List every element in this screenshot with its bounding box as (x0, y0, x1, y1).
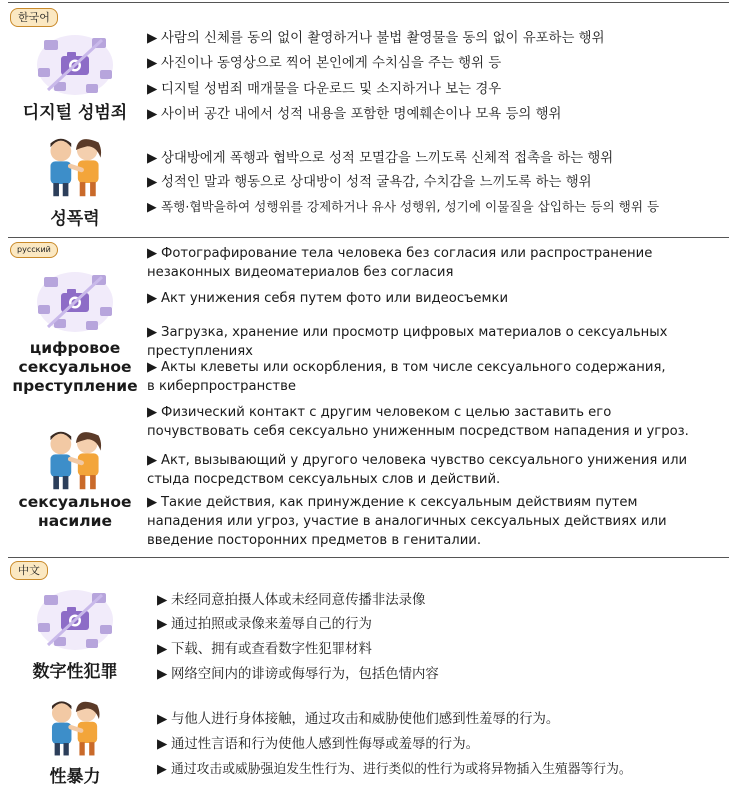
list-item: ▶ 성적인 말과 행동으로 상대방이 성적 굴욕감, 수치감을 느끼도록 하는 행위 (147, 175, 592, 190)
list-item: ▶ 未经同意拍摄人体或未经同意传播非法录像 (157, 593, 426, 608)
list-item: ▶ Акты клеветы или оскорбления, в том числе сексуального содержания, в киберпространстве (147, 360, 666, 394)
bullet-arrow-icon: ▶ (157, 617, 168, 632)
bullet-arrow-icon: ▶ (157, 642, 168, 657)
list-item: ▶ 디지털 성범죄 매개물을 다운로드 및 소지하거나 보는 경우 (147, 82, 502, 97)
harassment-people-icon (30, 427, 120, 493)
bullet-arrow-icon: ▶ (157, 593, 168, 608)
bullet-arrow-icon: ▶ (147, 291, 158, 306)
list-item: ▶ Такие действия, как принуждение к сексуальным действиям путем нападения или угроз, участие в аналогичных сексуальных действиях или введение посторонних предметов в гениталии. (147, 495, 667, 548)
language-tag-russian: русский (10, 242, 58, 258)
list-item: ▶ 网络空间内的诽谤或侮辱行为，包括色情内容 (157, 667, 439, 682)
bullet-arrow-icon: ▶ (147, 175, 158, 190)
bullet-arrow-icon: ▶ (147, 495, 158, 510)
bullet-arrow-icon: ▶ (147, 405, 158, 420)
bullet-arrow-icon: ▶ (147, 199, 157, 214)
language-tag-chinese: 中文 (10, 561, 48, 580)
category-label-sexual-violence: 性暴力 (49, 767, 101, 787)
bullet-arrow-icon: ▶ (147, 82, 158, 97)
section-russian (0, 237, 737, 557)
camera-prohibited-icon (30, 585, 120, 655)
list-item: ▶ Акт, вызывающий у другого человека чувство сексуального унижения или стыда посредством сексуальных слов и действий. (147, 453, 688, 487)
list-item: ▶ Физический контакт с другим человеком с целью заставить его почувствовать себя сексуально униженным посредством нападения и угроз. (147, 405, 689, 439)
category-label-sexual-violence: 성폭력 (50, 209, 100, 229)
category-label-digital-crime: цифровое сексуальное преступление (12, 339, 138, 395)
bullet-arrow-icon: ▶ (147, 246, 158, 261)
bullet-arrow-icon: ▶ (157, 712, 168, 727)
bullet-arrow-icon: ▶ (157, 737, 168, 752)
bullet-arrow-icon: ▶ (147, 151, 158, 166)
camera-prohibited-icon (30, 30, 120, 100)
category-label-digital-crime: 数字性犯罪 (32, 662, 118, 682)
section-korean (0, 0, 737, 237)
section-chinese (0, 557, 737, 792)
list-item: ▶ 通过性言语和行为使他人感到性侮辱或羞辱的行为。 (157, 737, 479, 752)
bullet-arrow-icon: ▶ (147, 31, 158, 46)
bullet-arrow-icon: ▶ (157, 667, 168, 682)
harassment-people-icon (30, 134, 120, 200)
bullet-arrow-icon: ▶ (147, 360, 158, 375)
list-item: ▶ 폭행·협박을하여 성행위를 강제하거나 유사 성행위, 성기에 이물질을 삽입하는 등의 행위 등 (147, 199, 660, 214)
divider (8, 2, 729, 3)
list-item: ▶ 与他人进行身体接触，通过攻击和威胁使他们感到性羞辱的行为。 (157, 712, 560, 727)
language-tag-korean: 한국어 (10, 8, 58, 27)
bullet-arrow-icon: ▶ (147, 453, 158, 468)
category-label-digital-crime: 디지털 성범죄 (22, 103, 128, 123)
list-item: ▶ 사람의 신체를 동의 없이 촬영하거나 불법 촬영물을 동의 없이 유포하는 행위 (147, 31, 605, 46)
list-item: ▶ Загрузка, хранение или просмотр цифровых материалов о сексуальных преступлениях (147, 325, 668, 359)
harassment-people-icon (30, 697, 120, 759)
list-item: ▶ 下载、拥有或查看数字性犯罪材料 (157, 642, 372, 657)
list-item: ▶ 通过攻击或威胁强迫发生性行为、进行类似的性行为或将异物插入生殖器等行为。 (157, 762, 632, 777)
list-item: ▶ Фотографирование тела человека без согласия или распространение незаконных видеоматериалов без согласия (147, 246, 653, 280)
list-item: ▶ 사이버 공간 내에서 성적 내용을 포함한 명예훼손이나 모욕 등의 행위 (147, 107, 562, 122)
camera-prohibited-icon (30, 267, 120, 337)
bullet-arrow-icon: ▶ (147, 325, 158, 340)
list-item: ▶ 사진이나 동영상으로 찍어 본인에게 수치심을 주는 행위 등 (147, 56, 502, 71)
bullet-arrow-icon: ▶ (157, 762, 167, 777)
bullet-arrow-icon: ▶ (147, 107, 158, 122)
list-item: ▶ 通过拍照或录像来羞辱自己的行为 (157, 617, 372, 632)
divider (8, 237, 729, 238)
list-item: ▶ 상대방에게 폭행과 협박으로 성적 모멸감을 느끼도록 신체적 접촉을 하는 행위 (147, 151, 614, 166)
bullet-arrow-icon: ▶ (147, 56, 158, 71)
category-label-sexual-violence: сексуальное насилие (18, 493, 132, 530)
divider (8, 557, 729, 558)
list-item: ▶ Акт унижения себя путем фото или видеосъемки (147, 291, 509, 306)
